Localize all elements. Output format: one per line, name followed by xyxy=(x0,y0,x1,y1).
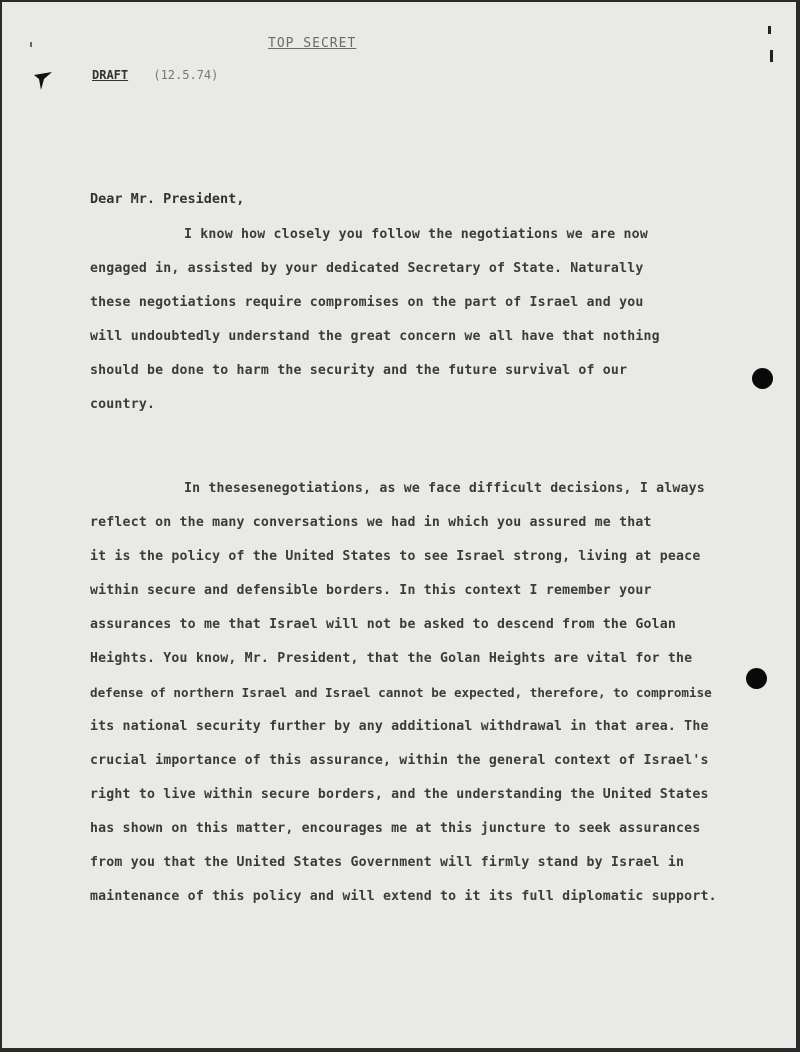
text-line: defense of northern Israel and Israel cannot be expected, therefore, to compromise xyxy=(90,685,712,700)
text-line: it is the policy of the United States to see Israel strong, living at peace xyxy=(90,549,701,564)
text-line: will undoubtedly understand the great concern we all have that nothing xyxy=(90,329,660,344)
text-line: crucial importance of this assurance, within the general context of Israel's xyxy=(90,753,709,768)
edge-mark xyxy=(768,26,771,34)
salutation: Dear Mr. President, xyxy=(90,191,245,207)
punch-hole xyxy=(752,368,773,389)
text-line: engaged in, assisted by your dedicated Secretary of State. Naturally xyxy=(90,261,644,276)
text-line: reflect on the many conversations we had in which you assured me that xyxy=(90,515,652,530)
text-line: right to live within secure borders, and the understanding the United States xyxy=(90,787,709,802)
text-line: within secure and defensible borders. In this context I remember your xyxy=(90,583,652,598)
text-line: from you that the United States Government will firmly stand by Israel in xyxy=(90,855,685,870)
edge-mark xyxy=(770,50,773,62)
edge-mark xyxy=(30,42,32,47)
text-line: country. xyxy=(90,397,156,412)
text-line: maintenance of this policy and will extend to it its full diplomatic support. xyxy=(90,889,717,904)
margin-arrow-mark xyxy=(32,70,54,92)
paragraph-1 xyxy=(90,218,780,422)
text-line: In thesesenegotiations, as we face difficult decisions, I always xyxy=(184,481,705,496)
document-page xyxy=(2,2,796,1048)
text-line: I know how closely you follow the negotiations we are now xyxy=(184,227,648,242)
paragraph-2 xyxy=(90,472,780,914)
draft-label: DRAFT xyxy=(92,68,129,82)
text-line: should be done to harm the security and the future survival of our xyxy=(90,363,628,378)
draft-date: (12.5.74) xyxy=(153,68,219,82)
text-line: its national security further by any additional withdrawal in that area. The xyxy=(90,719,709,734)
text-line: Heights. You know, Mr. President, that the Golan Heights are vital for the xyxy=(90,651,693,666)
text-line: has shown on this matter, encourages me at this juncture to seek assurances xyxy=(90,821,701,836)
classification-header: TOP SECRET xyxy=(268,36,357,51)
text-line: these negotiations require compromises on the part of Israel and you xyxy=(90,295,644,310)
draft-line xyxy=(92,68,218,82)
text-line: assurances to me that Israel will not be asked to descend from the Golan xyxy=(90,617,677,632)
punch-hole xyxy=(746,668,767,689)
